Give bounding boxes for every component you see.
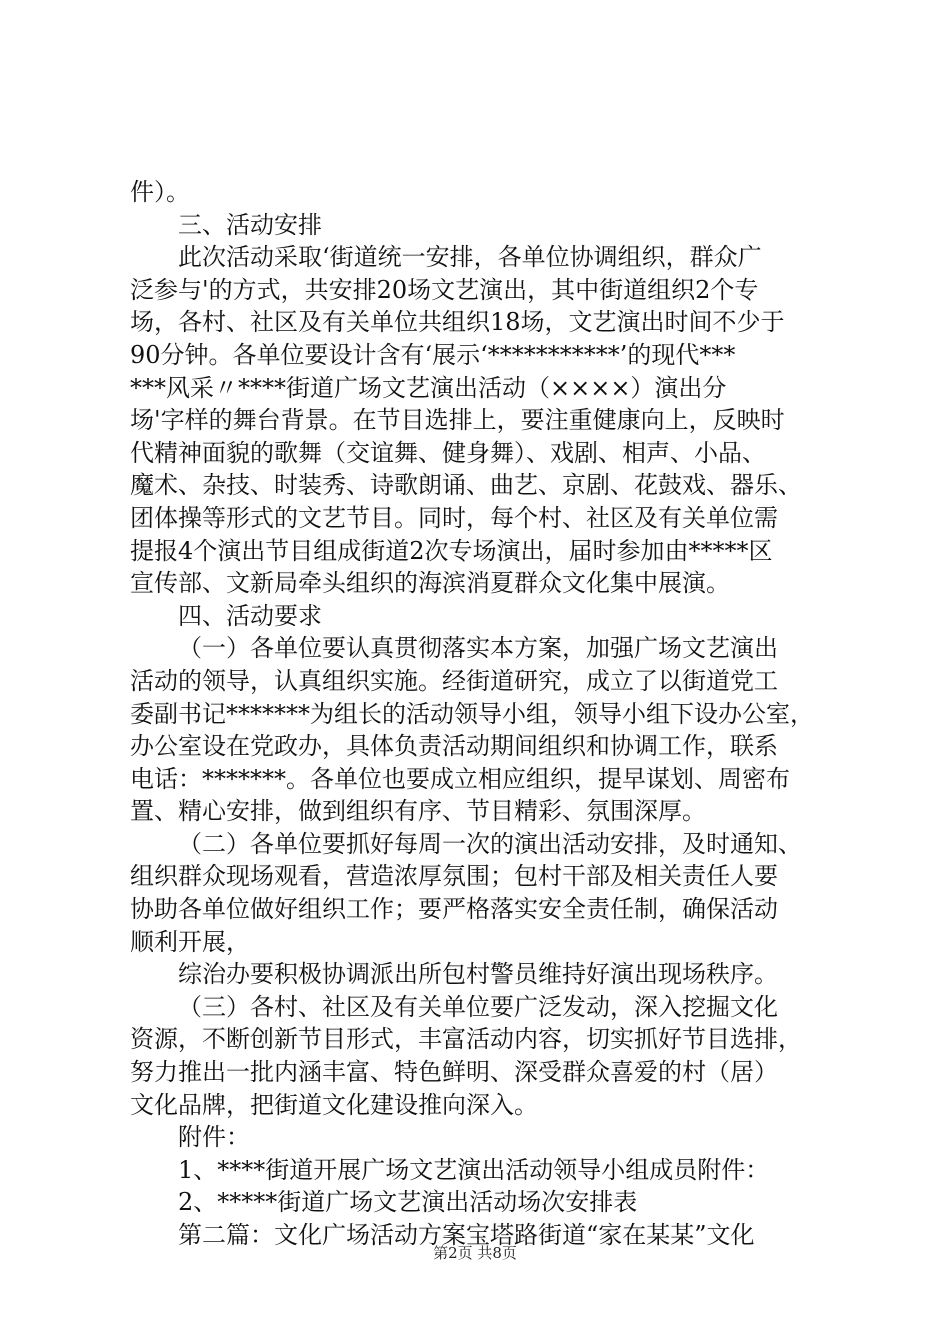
text-line: 第二篇：文化广场活动方案宝塔路街道“家在某某”文化 xyxy=(178,1221,755,1249)
text-line: 附件： xyxy=(178,1123,250,1152)
text-line: 组织群众现场观看，营造浓厚氛围；包村干部及相关责任人要 xyxy=(130,862,778,891)
text-line: 件）。 xyxy=(130,178,190,206)
text-line: ***风采〃****街道广场文艺演出活动（××××）演出分 xyxy=(130,373,727,402)
text-line: 置、精心安排，做到组织有序、节目精彩、氛围深厚。 xyxy=(130,797,706,826)
text-line: 综治办要积极协调派出所包村警员维持好演出现场秩序。 xyxy=(178,960,778,989)
text-line: 2、*****街道广场文艺演出活动场次安排表 xyxy=(178,1188,638,1217)
document-body xyxy=(130,176,840,1252)
page-footer xyxy=(0,1243,950,1263)
text-line: 文化品牌，把街道文化建设推向深入。 xyxy=(130,1090,538,1119)
text-line: 宣传部、文新局牵头组织的海滨消夏群众文化集中展演。 xyxy=(130,569,730,598)
text-line: 90分钟。各单位要设计含有‘展示‘***********’的现代*** xyxy=(130,340,736,369)
text-line: 办公室设在党政办，具体负责活动期间组织和协调工作，联系 xyxy=(130,732,778,761)
text-line: 委副书记*******为组长的活动领导小组，领导小组下设办公室， xyxy=(130,699,814,728)
text-line: 三、活动安排 xyxy=(178,210,322,239)
text-line: 努力推出一批内涵丰富、特色鲜明、深受群众喜爱的村（居） xyxy=(130,1058,778,1087)
text-line: 电话：*******。各单位也要成立相应组织，提早谋划、周密布 xyxy=(130,764,790,793)
text-line: 提报4个演出节目组成街道2次专场演出，届时参加由*****区 xyxy=(130,536,773,565)
text-line: 资源，不断创新节目形式，丰富活动内容，切实抓好节目选排， xyxy=(130,1025,802,1054)
text-line: 团体操等形式的文艺节目。同时，每个村、社区及有关单位需 xyxy=(130,503,778,532)
text-line: （三）各村、社区及有关单位要广泛发动，深入挖掘文化 xyxy=(178,992,778,1021)
text-line: 泛参与'的方式，共安排20场文艺演出，其中街道组织2个专 xyxy=(130,275,759,304)
text-line: 1、****街道开展广场文艺演出活动领导小组成员附件： xyxy=(178,1155,770,1184)
text-line: 四、活动要求 xyxy=(178,601,322,630)
text-line: 场，各村、社区及有关单位共组织18场，文艺演出时间不少于 xyxy=(130,308,785,337)
text-line: 魔术、杂技、时装秀、诗歌朗诵、曲艺、京剧、花鼓戏、器乐、 xyxy=(130,471,802,500)
text-line: 此次活动采取‘街道统一安排，各单位协调组织，群众广 xyxy=(178,243,762,272)
text-line: 场'字样的舞台背景。在节目选排上，要注重健康向上，反映时 xyxy=(130,406,785,435)
text-line: （二）各单位要抓好每周一次的演出活动安排，及时通知、 xyxy=(178,829,802,858)
text-line: 协助各单位做好组织工作；要严格落实安全责任制，确保活动 xyxy=(130,895,778,924)
text-line: 活动的领导，认真组织实施。经街道研究，成立了以街道党工 xyxy=(130,666,778,695)
page-number: 第2页 共8页 xyxy=(433,1244,517,1262)
text-line: 代精神面貌的歌舞（交谊舞、健身舞）、戏剧、相声、小品、 xyxy=(130,438,766,467)
text-line: （一）各单位要认真贯彻落实本方案，加强广场文艺演出 xyxy=(178,634,778,663)
text-line: 顺利开展， xyxy=(130,927,250,956)
